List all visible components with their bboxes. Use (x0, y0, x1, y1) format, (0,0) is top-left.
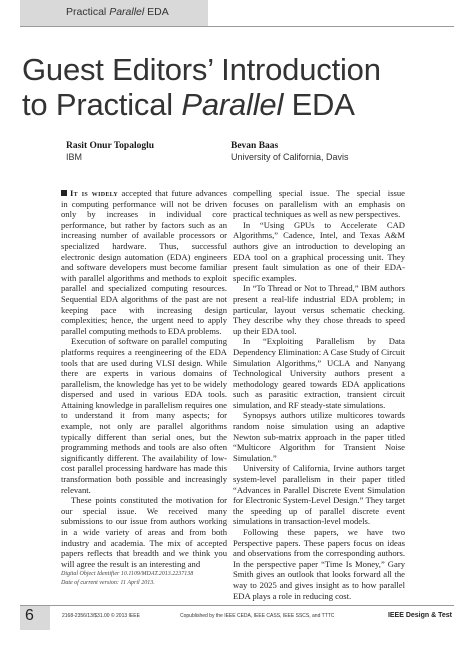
body-paragraph: Following these papers, we have two Perspective papers. These papers focus on ideas and observations from the corresponding authors. In the perspective paper “Time Is Money,” Gary Smith gives an outlook that looks forward all the way to 2025 and gives insight as to how parallel EDA plays a role in reducing cost. (233, 527, 405, 601)
author-block (231, 141, 349, 163)
body-paragraph: Synopsys authors utilize multicores towards random noise simulation using an adaptive Newton sub-matrix approach in the paper titled “Multicore Algorithm for Transient Noise Simulation.” (233, 410, 405, 463)
paragraph-text: accepted that future advances in computing performance will not be driven only by increases in individual core performance, but rather by factors such as an increasing number of available processors or specialized hardware. Thus, successful electronic design automation (EDA) engineers and software developers must become familiar with parallel algorithms and methods to exploit parallel and specialized computing resources. Sequential EDA algorithms of the past are not keeping pace with increasing design complexities; hence, the urgent need to apply parallel computing methods to EDA problems. (61, 188, 227, 336)
title-line-2-italic: Parallel (181, 87, 284, 122)
body-column-left (61, 188, 227, 569)
footer-journal-name: IEEE Design & Test (387, 612, 452, 619)
author-block (66, 141, 154, 163)
footnote (61, 570, 227, 588)
running-head (66, 6, 169, 18)
lead-in: It is widely (70, 188, 119, 198)
running-head-suffix: EDA (144, 6, 169, 18)
author-name: Bevan Baas (231, 141, 279, 151)
footer-publisher: Copublished by the IEEE CEDA, IEEE CASS, IEEE SSCS, and TTTC (180, 613, 335, 619)
running-head-italic: Parallel (109, 6, 145, 18)
page-number: 6 (25, 607, 34, 624)
body-paragraph: Execution of software on parallel computing platforms requires a reengineering of the EDA tools that are used during VLSI design. While there are experts in various domains of parallelism, the knowledge has yet to be widely dispersed and used in various EDA tools. Attaining knowledge in parallelism requires one to understand it from many aspects; for example, not only are parallel algorithms typically different than serial ones, but the programming methods and tools are also often significantly different. The availability of low-cost parallel processing hardware has made this transformation both possible and increasingly relevant. (61, 336, 227, 495)
version-date-line: Date of current version: 11 April 2013. (61, 580, 155, 586)
body-paragraph: University of California, Irvine authors target system-level parallelism in their paper titled “Advances in Parallel Discrete Event Simulation for Electronic System-Level Design.” They target the speeding up of parallel discrete event simulations in transaction-level models. (233, 463, 405, 527)
body-paragraph: In “Exploiting Parallelism by Data Dependency Elimination: A Case Study of Circuit Simulation Algorithms,” UCLA and Nanyang Technological University authors present a methodology geared towards EDA applications such as parasitic extraction, transient circuit simulation, and RF steady-state simulations. (233, 336, 405, 410)
title-line-2-prefix: to Practical (22, 87, 182, 122)
body-paragraph: In “Using GPUs to Accelerate CAD Algorithms,” Cadence, Intel, and Texas A&M authors give an introduction to developing an EDA tool on a graphical processing unit. They present fault simulation as one of their EDA-specific examples. (233, 219, 405, 283)
footer-copyright-code: 2168-2356/13/$31.00 © 2013 IEEE (62, 613, 140, 619)
author-name: Rasit Onur Topaloglu (66, 141, 155, 151)
running-head-prefix: Practical (66, 6, 110, 18)
body-paragraph: In “To Thread or Not to Thread,” IBM authors present a real-life industrial EDA problem; in particular, layout versus schematic checking. They describe why they chose threads to speed up their EDA tool. (233, 283, 405, 336)
body-column-right (233, 188, 405, 601)
author-affiliation: IBM (66, 152, 83, 162)
body-paragraph: These points constituted the motivation for our special issue. We received many submissions to our issue from authors working in a wide variety of areas and from both industry and academia. The mix of accepted papers reflects that breadth and we think you will agree the result is an interesting and (61, 495, 227, 569)
author-affiliation: University of California, Davis (231, 152, 349, 162)
body-paragraph: compelling special issue. The special issue focuses on parallelism with an emphasis on practical techniques as well as new perspectives. (233, 188, 405, 220)
title-line-2-suffix: EDA (283, 87, 355, 122)
title-line-1: Guest Editors’ Introduction (22, 52, 381, 87)
article-title (22, 52, 462, 122)
body-paragraph (61, 188, 227, 336)
section-square-icon (61, 190, 67, 196)
header-rule (20, 26, 454, 27)
footer-rule (20, 605, 454, 606)
doi-line: Digital Object Identifier 10.1109/MDAT.2013.2237138 (61, 571, 194, 577)
